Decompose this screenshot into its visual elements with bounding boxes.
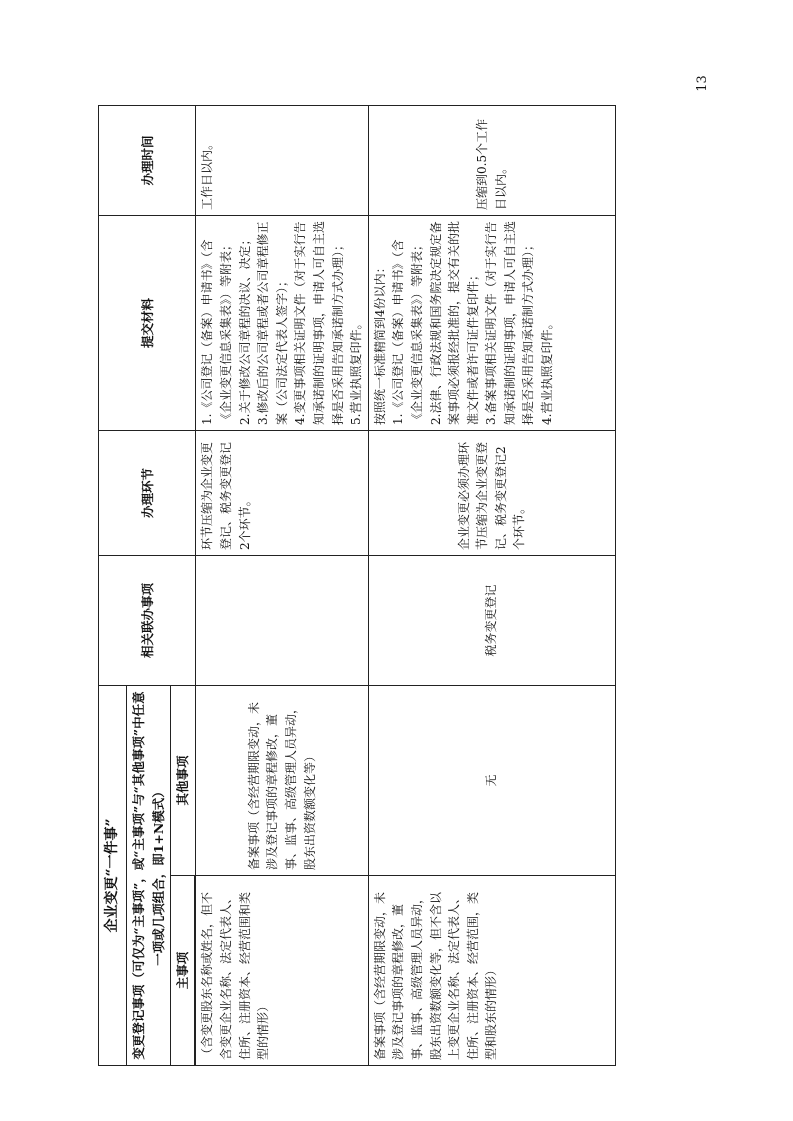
row1-related xyxy=(196,555,368,685)
row1-material-item: 1.《公司登记（备案）申请书》（含《企业变更信息采集表》）等附表； xyxy=(200,238,233,425)
row1-material-item: 3.修改后的公司章程或者公司章程修正案（公司法定代表人签字）； xyxy=(256,221,289,425)
header-group: 变更登记事项（可仅为“主事项”，或“主事项”与“其他事项”中任意一项或几项组合，即1+N模式） xyxy=(127,685,171,1065)
row1-material-item: 5.营业执照复印件。 xyxy=(349,317,364,425)
header-related: 相关联办事项 xyxy=(99,555,196,685)
row1-material-item: 2.关于修改公司章程的决议、决定； xyxy=(237,233,252,425)
header-process: 办理环节 xyxy=(99,430,196,555)
row1-other: 备案事项（含经营期限变动，未涉及登记事项的章程修改，董事、监事、高级管理人员异动，股东出资数额变化等） xyxy=(196,685,368,875)
row2-main: 备案事项（含经营期限变动，未涉及登记事项的章程修改，董事、监事、高级管理人员异动，股东出资数额变化等，但不含以上变更企业名称、法定代表人、住所、注册资本、经营范围，类型和股东的情形） xyxy=(368,876,615,1066)
enterprise-change-table xyxy=(98,105,616,1066)
header-materials: 提交材料 xyxy=(99,215,196,430)
table-title: 企业变更“一件事” xyxy=(99,685,127,1065)
row2-material-item: 1.《公司登记（备案）申请书》（含《企业变更信息采集表》）等附表； xyxy=(391,238,424,425)
row2-material-item: 3.备案事项相关证明文件（对于实行告知承诺制的证明事项，申请人可自主选择是否采用告知承诺制方式办理）； xyxy=(484,220,536,425)
row1-material-item: 4.变更事项相关证明文件（对于实行告知承诺制的证明事项，申请人可自主选择是否采用告知承诺制方式办理）； xyxy=(293,220,345,425)
page-number: 13 xyxy=(695,75,711,92)
row2-material-item: 按照统一标准精简到4份以内： xyxy=(372,261,387,425)
header-main: 主事项 xyxy=(171,876,195,1066)
row2-material-item: 2.法律、行政法规和国务院决定规定备案事项必须报经批准的，提交有关的批准文件或者许可证件复印件； xyxy=(428,220,480,425)
row1-main: （含变更股东名称或姓名，但不含变更企业名称、法定代表人、住所、注册资本、经营范围和类型的情形） xyxy=(196,876,368,1066)
table-row xyxy=(368,105,615,1065)
row2-materials xyxy=(368,215,615,430)
row2-process: 企业变更必须办理环节压缩为企业变更登记、税务变更登记2个环节。 xyxy=(368,430,615,555)
table-row xyxy=(196,105,368,1065)
row2-other: 无 xyxy=(368,685,615,875)
row1-process: 环节压缩为企业变更登记、税务变更登记2个环节。 xyxy=(196,430,368,555)
header-time: 办理时间 xyxy=(99,105,196,215)
row1-materials xyxy=(196,215,368,430)
row2-related: 税务变更登记 xyxy=(368,555,615,685)
rotated-table-wrapper xyxy=(98,106,608,1066)
header-other: 其他事项 xyxy=(171,685,196,875)
row1-time: 工作日以内。 xyxy=(196,105,368,215)
row2-material-item: 4.营业执照复印件。 xyxy=(540,317,555,425)
row2-time: 压缩到0.5个工作日以内。 xyxy=(368,105,615,215)
